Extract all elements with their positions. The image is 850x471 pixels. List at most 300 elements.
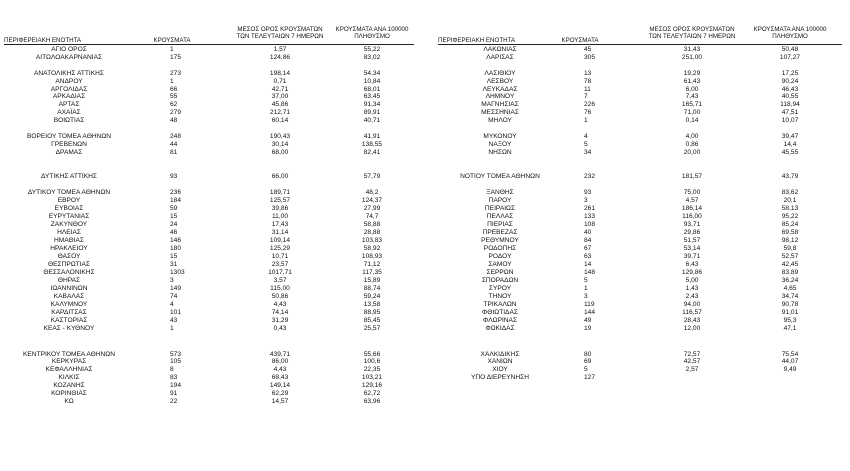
right-cases-cell: 7 [584,93,588,100]
right-per100k-cell: 39,47 [781,133,799,140]
left-region-cell: ΚΕΦΑΛΛΗΝΙΑΣ [45,366,93,373]
left-region-cell: ΗΜΑΘΙΑΣ [54,237,84,244]
right-per100k-cell: 36,24 [781,277,799,284]
left-per100k-cell: 71,12 [363,261,381,268]
right-per100k-cell: 95,3 [783,317,797,324]
left-region-cell: ΔΥΤΙΚΗΣ ΑΤΤΙΚΗΣ [41,173,97,180]
right-cases-cell: 119 [584,301,595,308]
right-header-region: ΠΕΡΙΦΕΡΕΙΑΚΗ ΕΝΟΤΗΤΑ [438,37,516,44]
left-cases-cell: 1 [170,78,174,85]
right-per100k-cell: 46,43 [781,86,799,93]
right-region-cell: ΜΑΓΝΗΣΙΑΣ [481,101,519,108]
left-per100k-cell: 62,72 [363,390,381,397]
left-per100k-cell: 63,96 [363,398,381,405]
right-per100k-cell: 50,48 [781,46,799,53]
right-region-cell: ΥΠΟ ΔΙΕΡΕΥΝΗΣΗ [471,374,529,381]
left-region-cell: ΗΛΕΙΑΣ [57,229,81,236]
right-avg7-cell: 20,00 [683,149,701,156]
right-cases-cell: 69 [584,358,592,365]
right-cases-cell: 34 [584,149,592,156]
left-header-per100k [332,26,412,40]
left-avg7-cell: 23,57 [271,261,289,268]
right-per100k-cell: 90,24 [781,78,799,85]
left-cases-cell: 105 [170,358,182,365]
right-region-cell: ΣΥΡΟΥ [488,285,512,292]
left-region-cell: ΘΕΣΣΑΛΟΝΙΚΗΣ [43,269,95,276]
right-avg7-cell: 4,57 [685,197,699,204]
left-region-cell: ΑΡΚΑΔΙΑΣ [52,93,86,100]
left-region-cell: ΙΩΑΝΝΙΝΩΝ [50,285,88,292]
right-avg7-cell: 19,29 [683,70,701,77]
right-avg7-cell: 93,71 [683,221,701,228]
left-cases-cell: 83 [170,374,178,381]
right-cases-cell: 127 [584,374,596,381]
left-region-cell: ΓΡΕΒΕΝΩΝ [51,141,87,148]
right-avg7-cell: 7,43 [685,93,699,100]
left-cases-cell: 15 [170,213,178,220]
left-per100k-cell: 124,37 [361,197,383,204]
right-avg7-cell: 61,43 [683,78,701,85]
left-region-cell: ΚΕΡΚΥΡΑΣ [51,358,87,365]
right-cases-cell: 13 [584,70,592,77]
right-avg7-cell: 2,43 [685,293,699,300]
left-avg7-cell: 212,71 [269,109,291,116]
right-avg7-cell [648,374,736,382]
right-cases-cell: 226 [584,101,596,108]
left-avg7-cell: 62,29 [271,390,289,397]
left-region-cell: ΑΡΓΟΛΙΔΑΣ [50,86,88,93]
left-cases-cell: 44 [170,141,178,148]
left-per100k-cell: 103,83 [361,237,383,244]
right-region-cell: ΠΙΕΡΙΑΣ [487,221,513,228]
left-region-cell: ΚΑΡΔΙΤΣΑΣ [51,309,87,316]
right-cases-cell: 76 [584,109,592,116]
left-avg7-cell: 66,00 [271,173,289,180]
right-header-cases: ΚΡΟΥΣΜΑΤΑ [561,37,599,44]
left-per100k-cell: 15,89 [363,277,381,284]
right-region-cell: ΛΕΣΒΟΥ [486,78,514,85]
left-region-cell: ΒΟΡΕΙΟΥ ΤΟΜΕΑ ΑΘΗΝΩΝ [26,133,112,140]
left-avg7-cell: 14,57 [271,398,289,405]
right-cases-cell: 78 [584,78,592,85]
left-avg7-cell: 45,86 [271,101,289,108]
right-region-cell: ΠΡΕΒΕΖΑΣ [482,229,518,236]
left-per100k-cell: 55,22 [363,46,381,53]
right-avg7-cell: 4,00 [685,133,699,140]
right-region-cell: ΧΑΛΚΙΔΙΚΗΣ [480,351,520,358]
right-avg7-cell: 165,71 [681,101,703,108]
right-per100k-cell: 52,57 [781,253,799,260]
left-per100k-cell: 108,93 [361,253,383,260]
left-per100k-cell: 82,41 [363,149,381,156]
right-per100k-cell: 14,4 [783,141,797,148]
right-avg7-cell: 28,43 [683,317,701,324]
left-region-cell: ΔΥΤΙΚΟΥ ΤΟΜΕΑ ΑΘΗΝΩΝ [27,189,111,196]
left-cases-cell: 59 [170,205,178,212]
right-avg7-cell: 6,43 [685,261,699,268]
left-cases-cell: 1 [170,325,174,332]
right-per100k-cell: 118,94 [780,101,800,108]
left-avg7-cell: 4,43 [273,366,287,373]
left-cases-cell: 31 [170,261,178,268]
left-per100k-cell: 85,45 [363,317,381,324]
left-avg7-cell: 125,57 [269,197,291,204]
right-per100k-cell: 4,65 [783,285,797,292]
right-per100k-cell: 107,27 [779,54,801,61]
left-avg7-cell: 124,86 [269,54,291,61]
left-cases-cell: 93 [170,173,178,180]
right-region-cell: ΡΕΘΥΜΝΟΥ [481,237,519,244]
left-cases-cell: 22 [170,398,178,405]
left-cases-cell: 3 [170,277,174,284]
right-region-cell: ΜΗΛΟΥ [488,117,512,124]
left-cases-cell: 74 [170,293,178,300]
left-avg7-cell: 1017,71 [268,269,292,276]
left-avg7-cell: 42,71 [271,86,289,93]
right-cases-cell: 5 [584,277,588,284]
left-cases-cell: 149 [170,285,182,292]
left-cases-cell: 1303 [170,269,185,276]
left-region-cell: ΑΙΤΩΛΟΑΚΑΡΝΑΝΙΑΣ [35,54,103,61]
left-header-rule [4,44,414,45]
right-avg7-cell: 116,57 [682,309,702,316]
right-cases-cell: 11 [584,86,591,93]
right-region-cell: ΛΗΜΝΟΥ [485,93,515,100]
right-region-cell: ΝΑΞΟΥ [488,141,512,148]
right-cases-cell: 84 [584,237,592,244]
right-header-per100k-line2: ΠΛΗΘΥΣΜΟ [772,33,808,41]
right-avg7-cell: 42,57 [683,358,701,365]
left-avg7-cell: 0,43 [273,325,287,332]
right-per100k-cell: 98,12 [781,237,799,244]
right-per100k-cell: 34,74 [781,293,799,300]
left-per100k-cell: 58,92 [363,245,381,252]
right-avg7-cell: 0,14 [685,117,699,124]
left-per100k-cell: 117,35 [362,269,382,276]
left-per100k-cell: 63,45 [363,93,381,100]
left-avg7-cell: 17,43 [271,221,289,228]
left-per100k-cell: 83,02 [363,54,381,61]
left-avg7-cell: 115,00 [270,285,290,292]
right-region-cell: ΤΗΝΟΥ [488,293,512,300]
left-cases-cell: 62 [170,101,178,108]
right-per100k-cell: 75,54 [781,351,799,358]
left-region-cell: ΑΧΑΪΑΣ [57,109,81,116]
right-per100k-cell: 95,22 [781,213,799,220]
left-header-avg7-line2: ΤΩΝ ΤΕΛΕΥΤΑΙΩΝ 7 ΗΜΕΡΩΝ [236,33,324,41]
left-header-avg7 [228,26,332,40]
left-avg7-cell: 39,86 [271,205,289,212]
right-region-cell: ΡΟΔΟΥ [488,253,512,260]
left-cases-cell: 273 [170,70,182,77]
right-region-cell: ΜΥΚΟΝΟΥ [483,133,517,140]
right-header-avg7-line1: ΜΕΣΟΣ ΟΡΟΣ ΚΡΟΥΣΜΑΤΩΝ [649,26,735,33]
left-cases-cell: 180 [170,245,182,252]
right-per100k-cell: 43,79 [781,173,799,180]
left-per100k-cell: 59,24 [363,293,381,300]
left-avg7-cell: 125,29 [269,245,291,252]
right-avg7-cell: 1,43 [685,285,699,292]
right-cases-cell: 144 [584,309,596,316]
left-avg7-cell: 190,43 [269,133,291,140]
right-per100k-cell: 45,55 [781,149,799,156]
left-region-cell: ΚΟΖΑΝΗΣ [53,382,85,389]
right-avg7-cell: 31,43 [683,46,701,53]
left-avg7-cell: 3,57 [273,277,287,284]
right-cases-cell: 261 [584,205,596,212]
right-region-cell: ΣΑΜΟΥ [488,261,512,268]
left-header-per100k-line1: ΚΡΟΥΣΜΑΤΑ ΑΝΑ 100000 [335,26,409,33]
right-per100k-cell: 10,07 [781,117,799,124]
right-cases-cell: 63 [584,253,592,260]
right-header-rule [438,44,842,45]
left-cases-cell: 81 [170,149,178,156]
right-cases-cell: 93 [584,189,592,196]
right-region-cell: ΠΕΛΛΑΣ [486,213,514,220]
left-region-cell: ΒΟΙΩΤΙΑΣ [53,117,85,124]
right-cases-cell: 108 [584,221,596,228]
left-per100k-cell: 54,34 [363,70,381,77]
left-per100k-cell: 58,88 [363,221,381,228]
right-region-cell: ΦΛΩΡΙΝΑΣ [482,317,518,324]
right-region-cell: ΠΕΙΡΑΙΩΣ [484,205,516,212]
left-cases-cell: 43 [170,317,178,324]
right-region-cell: ΧΑΝΙΩΝ [487,358,513,365]
left-cases-cell: 101 [170,309,182,316]
right-region-cell: ΧΙΟΥ [492,366,508,373]
left-avg7-cell: 4,43 [273,301,287,308]
left-region-cell: ΕΥΒΟΙΑΣ [54,205,84,212]
right-avg7-cell: 72,57 [683,351,701,358]
left-region-cell: ΚΕΑΣ - ΚΥΘΝΟΥ [43,325,95,332]
right-avg7-cell: 75,00 [683,189,701,196]
left-avg7-cell: 439,71 [269,351,291,358]
right-region-cell: ΛΑΣΙΘΙΟΥ [484,70,516,77]
right-cases-cell: 67 [584,245,592,252]
right-header-per100k-line1: ΚΡΟΥΣΜΑΤΑ ΑΝΑ 100000 [753,26,827,33]
left-avg7-cell: 86,00 [271,358,289,365]
left-avg7-cell: 68,00 [271,149,289,156]
left-cases-cell: 15 [170,253,178,260]
left-per100k-cell: 22,35 [363,366,381,373]
right-header-avg7 [638,26,746,40]
left-header-per100k-line2: ΠΛΗΘΥΣΜΟ [354,33,390,41]
right-cases-cell: 3 [584,197,588,204]
right-cases-cell: 45 [584,46,592,53]
left-avg7-cell: 68,43 [271,374,289,381]
right-per100k-cell: 17,25 [781,70,799,77]
left-avg7-cell: 149,14 [269,382,291,389]
left-per100k-cell: 55,66 [363,351,381,358]
right-avg7-cell: 53,14 [683,245,701,252]
right-per100k-cell: 83,62 [781,189,799,196]
left-cases-cell: 8 [170,366,174,373]
right-cases-cell: 19 [584,325,592,332]
left-cases-cell: 573 [170,351,182,358]
right-cases-cell: 49 [584,317,592,324]
right-per100k-cell: 83,89 [781,269,799,276]
right-avg7-cell: 181,57 [681,173,703,180]
left-region-cell: ΘΗΡΑΣ [57,277,81,284]
right-avg7-cell: 39,71 [683,253,701,260]
left-cases-cell: 146 [170,237,182,244]
right-avg7-cell: 29,86 [683,229,701,236]
left-region-cell: ΘΕΣΠΡΩΤΙΑΣ [47,261,91,268]
left-avg7-cell: 189,71 [269,189,291,196]
right-avg7-cell: 251,00 [681,54,703,61]
right-header-avg7-line2: ΤΩΝ ΤΕΛΕΥΤΑΙΩΝ 7 ΗΜΕΡΩΝ [648,33,736,41]
left-per100k-cell: 40,71 [363,117,381,124]
right-per100k-cell: 47,1 [783,325,797,332]
left-avg7-cell: 37,00 [271,93,289,100]
right-per100k-cell: 69,58 [781,229,799,236]
right-region-cell: ΝΟΤΙΟΥ ΤΟΜΕΑ ΑΘΗΝΩΝ [460,173,540,180]
left-avg7-cell: 11,00 [271,213,288,220]
right-per100k-cell: 9,49 [783,366,797,373]
right-per100k-cell: 20,1 [783,197,797,204]
left-cases-cell: 66 [170,86,178,93]
left-avg7-cell: 30,14 [271,141,289,148]
left-region-cell: ΕΒΡΟΥ [57,197,81,204]
right-cases-cell: 1 [584,117,588,124]
left-per100k-cell: 138,55 [361,141,383,148]
left-region-cell: ΕΥΡΥΤΑΝΙΑΣ [48,213,90,220]
left-region-cell: ΑΝΑΤΟΛΙΚΗΣ ΑΤΤΙΚΗΣ [34,70,104,77]
right-per100k-cell: 42,45 [781,261,799,268]
right-region-cell: ΛΑΡΙΣΑΣ [486,54,514,61]
right-cases-cell: 80 [584,351,592,358]
right-avg7-cell: 6,00 [685,86,699,93]
left-per100k-cell: 91,34 [363,101,381,108]
right-cases-cell: 40 [584,229,592,236]
right-cases-cell: 5 [584,366,588,373]
left-per100k-cell: 25,57 [363,325,381,332]
left-region-cell: ΚΙΛΚΙΣ [58,374,80,381]
left-region-cell: ΖΑΚΥΝΘΟΥ [50,221,88,228]
right-cases-cell: 133 [584,213,596,220]
left-region-cell: ΑΡΤΑΣ [58,101,80,108]
right-cases-cell: 5 [584,141,588,148]
left-cases-cell: 279 [170,109,182,116]
right-region-cell: ΣΕΡΡΩΝ [486,269,514,276]
right-region-cell: ΠΑΡΟΥ [488,197,512,204]
left-avg7-cell: 31,29 [271,317,289,324]
left-region-cell: ΑΝΔΡΟΥ [55,78,83,85]
left-avg7-cell: 50,86 [271,293,289,300]
right-region-cell: ΦΩΚΙΔΑΣ [485,325,515,332]
left-region-cell: ΔΡΑΜΑΣ [55,149,83,156]
left-cases-cell: 248 [170,133,182,140]
left-cases-cell: 55 [170,93,178,100]
right-per100k-cell: 85,24 [781,221,799,228]
left-region-cell: ΚΑΒΑΛΑΣ [53,293,85,300]
left-cases-cell: 91 [170,390,178,397]
right-region-cell: ΜΕΣΣΗΝΙΑΣ [481,109,519,116]
right-cases-cell: 3 [584,293,588,300]
left-cases-cell: 24 [170,221,178,228]
left-region-cell: ΚΑΛΥΜΝΟΥ [50,301,88,308]
right-region-cell: ΦΘΙΩΤΙΔΑΣ [482,309,518,316]
right-header-per100k [750,26,830,40]
right-per100k-cell [750,374,830,382]
left-region-cell: ΚΟΡΙΝΘΙΑΣ [51,390,87,397]
left-per100k-cell: 41,91 [363,133,381,140]
right-avg7-cell: 12,00 [683,325,701,332]
left-avg7-cell: 0,71 [273,78,287,85]
right-region-cell: ΛΑΚΩΝΙΑΣ [483,46,517,53]
right-per100k-cell: 91,01 [781,309,799,316]
left-region-cell: ΚΑΣΤΟΡΙΑΣ [50,317,88,324]
left-cases-cell: 46 [170,229,178,236]
right-cases-cell: 1 [584,285,588,292]
right-avg7-cell: 0,86 [685,141,699,148]
left-cases-cell: 184 [170,197,182,204]
right-region-cell: ΝΗΣΩΝ [488,149,512,156]
left-per100k-cell: 89,91 [363,109,381,116]
left-cases-cell: 4 [170,301,174,308]
left-avg7-cell: 31,14 [271,229,289,236]
left-cases-cell: 175 [170,54,182,61]
left-avg7-cell: 109,14 [269,237,291,244]
left-avg7-cell: 198,14 [269,70,291,77]
left-cases-cell: 1 [170,46,174,53]
right-cases-cell: 148 [584,269,596,276]
left-header-avg7-line1: ΜΕΣΟΣ ΟΡΟΣ ΚΡΟΥΣΜΑΤΩΝ [237,26,323,33]
left-per100k-cell: 103,21 [361,374,383,381]
right-region-cell: ΞΑΝΘΗΣ [486,189,514,196]
right-cases-cell: 14 [584,261,592,268]
right-region-cell: ΛΕΥΚΑΔΑΣ [482,86,518,93]
right-per100k-cell: 58,13 [781,205,799,212]
left-region-cell: ΗΡΑΚΛΕΙΟΥ [50,245,88,252]
right-per100k-cell: 47,51 [781,109,799,116]
right-per100k-cell: 59,8 [783,245,797,252]
left-avg7-cell: 74,14 [271,309,289,316]
left-per100k-cell: 74,7 [365,213,379,220]
right-per100k-cell: 90,78 [781,301,799,308]
right-avg7-cell: 2,57 [685,366,699,373]
right-cases-cell: 4 [584,133,588,140]
left-per100k-cell: 88,95 [363,309,381,316]
left-per100k-cell: 10,84 [363,78,381,85]
left-per100k-cell: 88,74 [363,285,381,292]
left-per100k-cell: 27,99 [363,205,381,212]
right-cases-cell: 232 [584,173,596,180]
left-cases-cell: 194 [170,382,182,389]
left-header-cases: ΚΡΟΥΣΜΑΤΑ [153,37,191,44]
left-per100k-cell: 48,2 [365,189,379,196]
left-avg7-cell: 1,57 [273,46,287,53]
left-per100k-cell: 100,6 [363,358,381,365]
right-region-cell: ΣΠΟΡΑΔΩΝ [481,277,519,284]
left-per100k-cell: 28,88 [363,229,381,236]
left-per100k-cell: 68,01 [363,86,381,93]
left-per100k-cell: 13,58 [363,301,381,308]
left-per100k-cell: 57,79 [363,173,381,180]
right-avg7-cell: 129,86 [681,269,703,276]
right-avg7-cell: 94,00 [683,301,701,308]
right-avg7-cell: 71,00 [683,109,701,116]
right-avg7-cell: 51,57 [683,237,701,244]
left-cases-cell: 236 [170,189,182,196]
left-region-cell: ΘΑΣΟΥ [57,253,81,260]
right-region-cell: ΤΡΙΚΑΛΩΝ [483,301,517,308]
left-per100k-cell: 129,16 [361,382,383,389]
left-header-region: ΠΕΡΙΦΕΡΕΙΑΚΗ ΕΝΟΤΗΤΑ [4,37,82,44]
left-avg7-cell: 10,71 [271,253,289,260]
right-per100k-cell: 40,55 [781,93,799,100]
right-avg7-cell: 5,00 [685,277,699,284]
